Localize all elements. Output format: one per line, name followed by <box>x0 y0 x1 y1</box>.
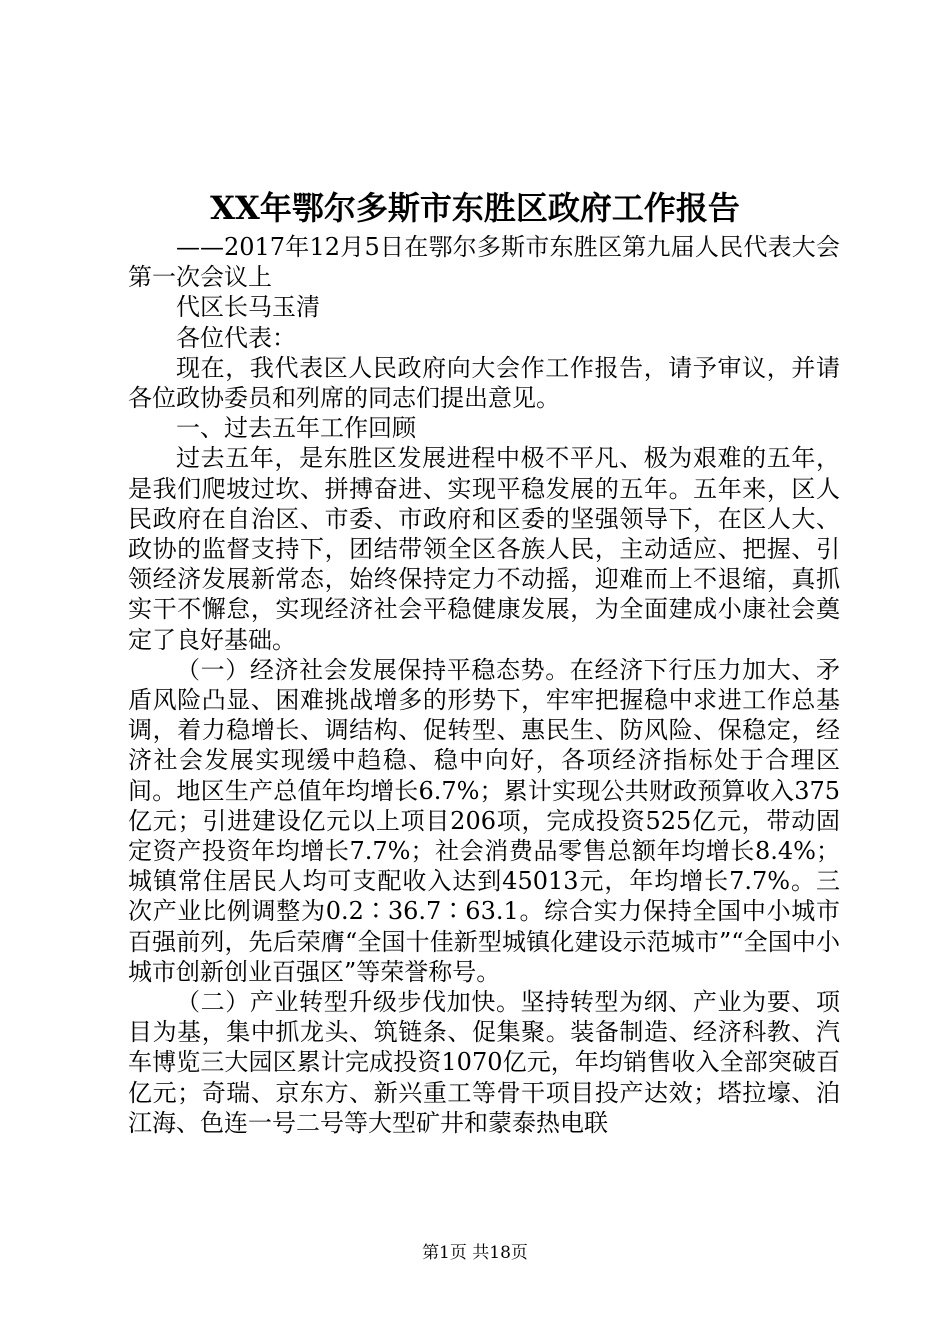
salutation-paragraph: 各位代表： <box>176 323 296 352</box>
body-paragraph: 过去五年，是东胜区发展进程中极不平凡、极为艰难的五年，是我们爬坡过坎、拼搏奋进、实现平稳发展的五年。五年来，区人民政府在自治区、市委、市政府和区委的坚强领导下，在区人大、政协的监督支持下，团结带领全区各族人民，主动适应、把握、引领经济发展新常态，始终保持定力不动摇，迎难而上不退缩，真抓实干不懈怠，实现经济社会平稳健康发展，为全面建成小康社会奠定了良好基础。 <box>128 444 840 654</box>
document-body <box>128 232 840 1138</box>
speaker-paragraph: 代区长马玉清 <box>176 293 320 322</box>
document-title: XX年鄂尔多斯市东胜区政府工作报告 <box>210 189 740 227</box>
section-heading: 一、过去五年工作回顾 <box>176 414 416 443</box>
intro-paragraph: 现在，我代表区人民政府向大会作工作报告，请予审议，并请各位政协委员和列席的同志们提出意见。 <box>128 353 840 413</box>
body-paragraph: （一）经济社会发展保持平稳态势。在经济下行压力加大、矛盾风险凸显、困难挑战增多的形势下，牢牢把握稳中求进工作总基调，着力稳增长、调结构、促转型、惠民生、防风险、保稳定，经济社会发展实现缓中趋稳、稳中向好，各项经济指标处于合理区间。地区生产总值年均增长6.7%；累计实现公共财政预算收入375亿元；引进建设亿元以上项目206项，完成投资525亿元，带动固定资产投资年均增长7.7%；社会消费品零售总额年均增长8.4%；城镇常住居民人均可支配收入达到45013元，年均增长7.7%。三次产业比例调整为0.2∶36.7∶63.1。综合实力保持全国中小城市百强前列，先后荣膺“全国十佳新型城镇化建设示范城市”“全国中小城市创新创业百强区”等荣誉称号。 <box>128 655 840 986</box>
subtitle-paragraph: ——2017年12月5日在鄂尔多斯市东胜区第九届人民代表大会第一次会议上 <box>128 233 840 292</box>
page-footer: 第1页 共18页 <box>422 1243 528 1263</box>
body-paragraph: （二）产业转型升级步伐加快。坚持转型为纲、产业为要、项目为基，集中抓龙头、筑链条、促集聚。装备制造、经济科教、汽车博览三大园区累计完成投资1070亿元，年均销售收入全部突破百亿元；奇瑞、京东方、新兴重工等骨干项目投产达效；塔拉壕、泊江海、色连一号二号等大型矿井和蒙泰热电联 <box>128 988 840 1137</box>
